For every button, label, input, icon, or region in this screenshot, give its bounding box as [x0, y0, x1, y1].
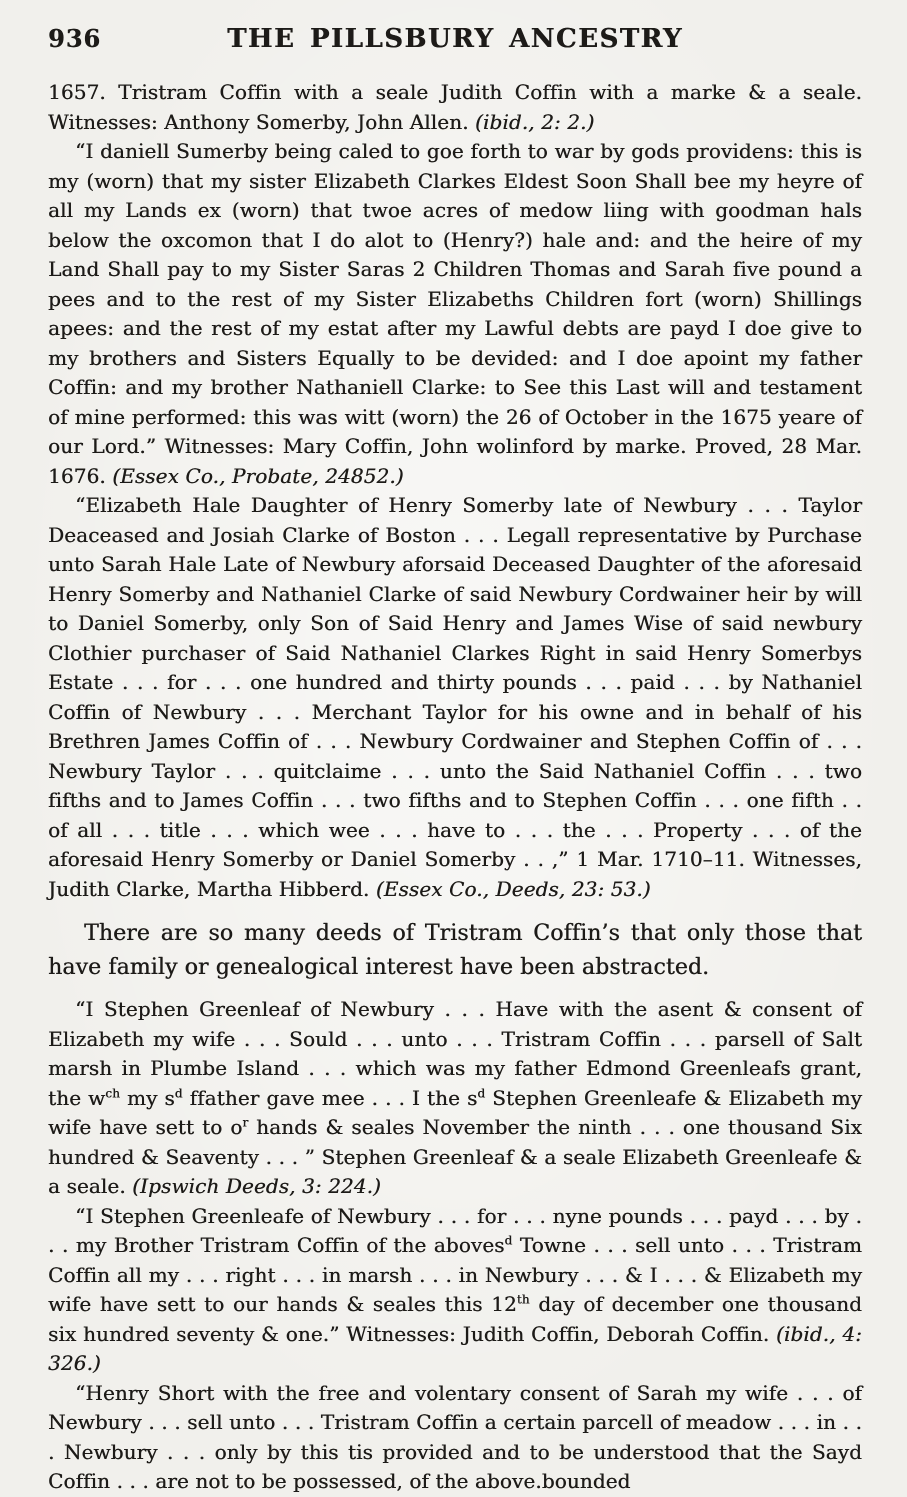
record-text: hands & seales November the ninth . . . one thousand Six hundred & Seaventy . . . ” Stephen Greenleaf & a seale Elizabeth Greenleafe & a seale. [48, 1115, 862, 1198]
superscript: th [516, 1292, 530, 1307]
record-text: my s [119, 1085, 175, 1110]
record-text: “I Stephen Greenleaf of Newbury . . . Have with the asent & consent of Elizabeth my wife . . . Sould . . . unto . . . Tristram Coffin . . . parsell of Salt marsh in Plumbe Island . . . which was my father Edmond Greenleafs grant, the w [48, 997, 862, 1110]
record-paragraph-1657-seale [48, 78, 862, 137]
page-header [48, 24, 862, 54]
record-text: “I daniell Sumerby being caled to goe forth to war by gods providens: this is my (worn) that my sister Elizabeth Clarkes Eldest Soon Shall bee my heyre of all my Lands ex (worn) that twoe acres of medow liing with goodman hals below the oxcomon that I do alot to (Henry?) hale and: and the heire of my Land Shall pay to my Sister Saras 2 Children Thomas and Sarah five pound a pees and to the rest of my Sister Elizabeths Children fort (worn) Shillings apees: and the rest of my estat after my Lawful debts are payd I doe give to my brothers and Sisters Equally to be devided: and I doe apoint my father Coffin: and my brother Nathaniell Clarke: to See this Last will and testament of mine performed: this was witt (worn) the 26 of October in the 1675 yeare of our Lord.” Witnesses: Mary Coffin, John wolinford by marke. Proved, 28 Mar. 1676. [48, 139, 862, 488]
citation: (Essex Co., Probate, 24852.) [112, 463, 404, 488]
superscript: d [174, 1085, 183, 1100]
citation: (ibid., 4: 326.) [48, 1321, 862, 1375]
superscript: ch [105, 1085, 120, 1100]
record-text: Towne . . . sell unto . . . Tristram Coffin all my . . . right . . . in marsh . . . in Newbury . . . & I . . . & Elizabeth my wife have sett to our hands & seales this 12 [48, 1233, 862, 1316]
record-text: 1657. Tristram Coffin with a seale Judith Coffin with a marke & a seale. Witnesses: Anthony Somerby, John Allen. [48, 80, 862, 134]
record-text: “I Stephen Greenleafe of Newbury . . . for . . . nyne pounds . . . payd . . . by . . . my Brother Tristram Coffin of the aboves [48, 1203, 862, 1257]
record-text: “Elizabeth Hale Daughter of Henry Somerby late of Newbury . . . Taylor Deaceased and Josiah Clarke of Boston . . . Legall representative by Purchase unto Sarah Hale Late of Newbury aforsaid Deceased Daughter of the aforesaid Henry Somerby and Nathaniel Clarke of said Newbury Cordwainer heir by will to Daniel Somerby, only Son of Said Henry and James Wise of said newbury Clothier purchaser of Said Nathaniel Clarkes Right in said Henry Somerbys Estate . . . for . . . one hundred and thirty pounds . . . paid . . . by Nathaniel Coffin of Newbury . . . Merchant Taylor for his owne and in behalf of his Brethren James Coffin of . . . Newbury Cordwainer and Stephen Coffin of . . . Newbury Taylor . . . quitclaime . . . unto the Said Nathaniel Coffin . . . two fifths and to James Coffin . . . two fifths and to Stephen Coffin . . . one fifth . . of all . . . title . . . which wee . . . have to . . . the . . . Property . . . of the aforesaid Henry Somerby or Daniel Somerby . . ,” 1 Mar. 1710–11. Witnesses, Judith Clarke, Martha Hibberd. [48, 493, 862, 901]
citation: (Essex Co., Deeds, 23: 53.) [375, 876, 651, 901]
record-paragraph-sumerby-will [48, 137, 862, 491]
record-text: ffather gave mee . . . I the s [182, 1085, 478, 1110]
superscript: d [504, 1233, 513, 1248]
page-title: THE PILLSBURY ANCESTRY [227, 24, 683, 54]
record-paragraph-greenleaf-deed-2 [48, 1202, 862, 1379]
page-body-text [48, 78, 862, 1497]
superscript: r [242, 1115, 249, 1130]
citation: (Ipswich Deeds, 3: 224.) [132, 1174, 381, 1198]
record-text: day of december one thousand six hundred seventy & one.” Witnesses: Judith Coffin, Deborah Coffin. [48, 1292, 862, 1346]
record-paragraph-elizabeth-hale-deed [48, 491, 862, 904]
superscript: d [477, 1085, 486, 1100]
lead-paragraph-deeds-note [48, 917, 862, 985]
record-text: Stephen Greenleafe & Elizabeth my wife have sett to o [48, 1085, 862, 1139]
record-paragraph-greenleaf-deed-1 [48, 995, 862, 1202]
record-text: “Henry Short with the free and volentary consent of Sarah my wife . . . of Newbury . . . sell unto . . . Tristram Coffin a certain parcell of meadow . . . in . . . Newbury . . . only by this tis provided and to be understood that the Sayd Coffin . . . are not to be possessed, of the above.bounded [48, 1380, 862, 1493]
page-number: 936 [48, 24, 102, 53]
lead-text: There are so many deeds of Tristram Coffin’s that only those that have family or genealogical interest have been abstracted. [48, 921, 862, 980]
citation: (ibid., 2: 2.) [475, 109, 595, 134]
